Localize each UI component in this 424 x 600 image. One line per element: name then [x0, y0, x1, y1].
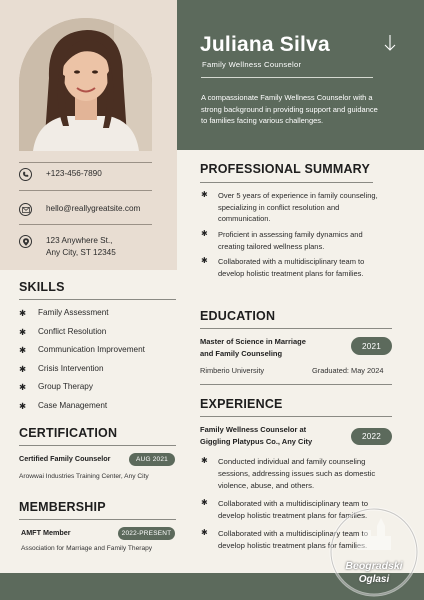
skills-title: SKILLS — [19, 280, 65, 294]
profile-photo — [19, 18, 152, 151]
divider — [200, 384, 392, 385]
person-name: Juliana Silva — [200, 33, 330, 56]
summary-title: PROFESSIONAL SUMMARY — [200, 162, 370, 176]
list-item: ✱ Proficient in assessing family dynamics and creating tailored wellness plans. — [201, 229, 381, 252]
contact-address — [19, 235, 152, 260]
education-year-badge: 2021 — [351, 337, 392, 355]
arrow-down-icon — [384, 34, 396, 52]
list-item: ✱ Group Therapy — [19, 382, 145, 401]
degree-line2: and Family Counseling — [200, 348, 283, 358]
divider — [19, 224, 152, 225]
certification-title: CERTIFICATION — [19, 426, 118, 440]
watermark-text-line1: Beogradski — [345, 560, 403, 572]
experience-job — [200, 424, 312, 447]
person-role: Family Wellness Counselor — [202, 60, 302, 69]
list-item: ✱ Collaborated with a multidisciplinary team to develop holistic treatment plans for families. — [201, 256, 381, 279]
watermark-text-line2: Oglasi — [358, 574, 390, 585]
membership-title: MEMBERSHIP — [19, 500, 106, 514]
list-item: ✱ Conducted individual and family counseling sessions, addressing issues such as domestic violence, abuse, and others. — [201, 456, 397, 492]
list-item: ✱ Conflict Resolution — [19, 327, 145, 346]
degree-line1: Master of Science in Marriage — [200, 337, 306, 346]
list-item: ✱ Collaborated with a multidisciplinary team to develop holistic treatment plans for families. — [201, 498, 397, 522]
location-icon — [19, 235, 32, 248]
divider — [200, 328, 392, 329]
certification-date-badge: AUG 2021 — [129, 453, 175, 466]
education-degree — [200, 336, 306, 359]
email-text: hello@reallygreatsite.com — [46, 204, 141, 213]
skills-list — [19, 308, 145, 420]
divider — [19, 162, 152, 163]
address-line1: 123 Anywhere St., — [46, 236, 113, 245]
phone-text: +123-456-7890 — [46, 169, 102, 178]
contact-phone — [19, 168, 152, 181]
list-item: ✱ Case Management — [19, 401, 145, 420]
membership-date-badge: 2022-PRESENT — [118, 527, 175, 540]
education-graduated: Graduated: May 2024 — [312, 366, 384, 375]
certification-org: Arowwai Industries Training Center, Any City — [19, 473, 149, 480]
divider — [201, 77, 373, 78]
email-icon — [19, 203, 32, 216]
summary-list — [201, 190, 381, 279]
address-line2: Any City, ST 12345 — [46, 248, 116, 258]
education-title: EDUCATION — [200, 309, 276, 323]
list-item: ✱ Over 5 years of experience in family counseling, specializing in conflict resolution and communication. — [201, 190, 381, 225]
divider — [200, 416, 392, 417]
contact-email — [19, 203, 152, 216]
list-item: ✱ Family Assessment — [19, 308, 145, 327]
list-item: ✱ Crisis Intervention — [19, 364, 145, 383]
phone-icon — [19, 168, 32, 181]
divider — [19, 445, 176, 446]
education-school: Rimberio University — [200, 366, 265, 375]
list-item: ✱ Collaborated with a multidisciplinary team to develop holistic treatment plans for families. — [201, 528, 397, 552]
divider — [200, 182, 373, 183]
divider — [19, 299, 176, 300]
job-line2: Giggling Platypus Co., Any City — [200, 436, 313, 446]
membership-org: Association for Marriage and Family Therapy — [21, 545, 153, 552]
experience-year-badge: 2022 — [351, 428, 392, 445]
list-item: ✱ Communication Improvement — [19, 345, 145, 364]
header-panel — [177, 0, 424, 150]
job-line1: Family Wellness Counselor at — [200, 425, 307, 434]
experience-title: EXPERIENCE — [200, 397, 283, 411]
membership-name: AMFT Member — [21, 528, 71, 537]
certification-name: Certified Family Counselor — [19, 454, 111, 463]
divider — [19, 519, 176, 520]
intro-text: A compassionate Family Wellness Counselor with a strong background in providing support and guidance to families facing various challenges. — [201, 93, 378, 126]
divider — [19, 190, 152, 191]
